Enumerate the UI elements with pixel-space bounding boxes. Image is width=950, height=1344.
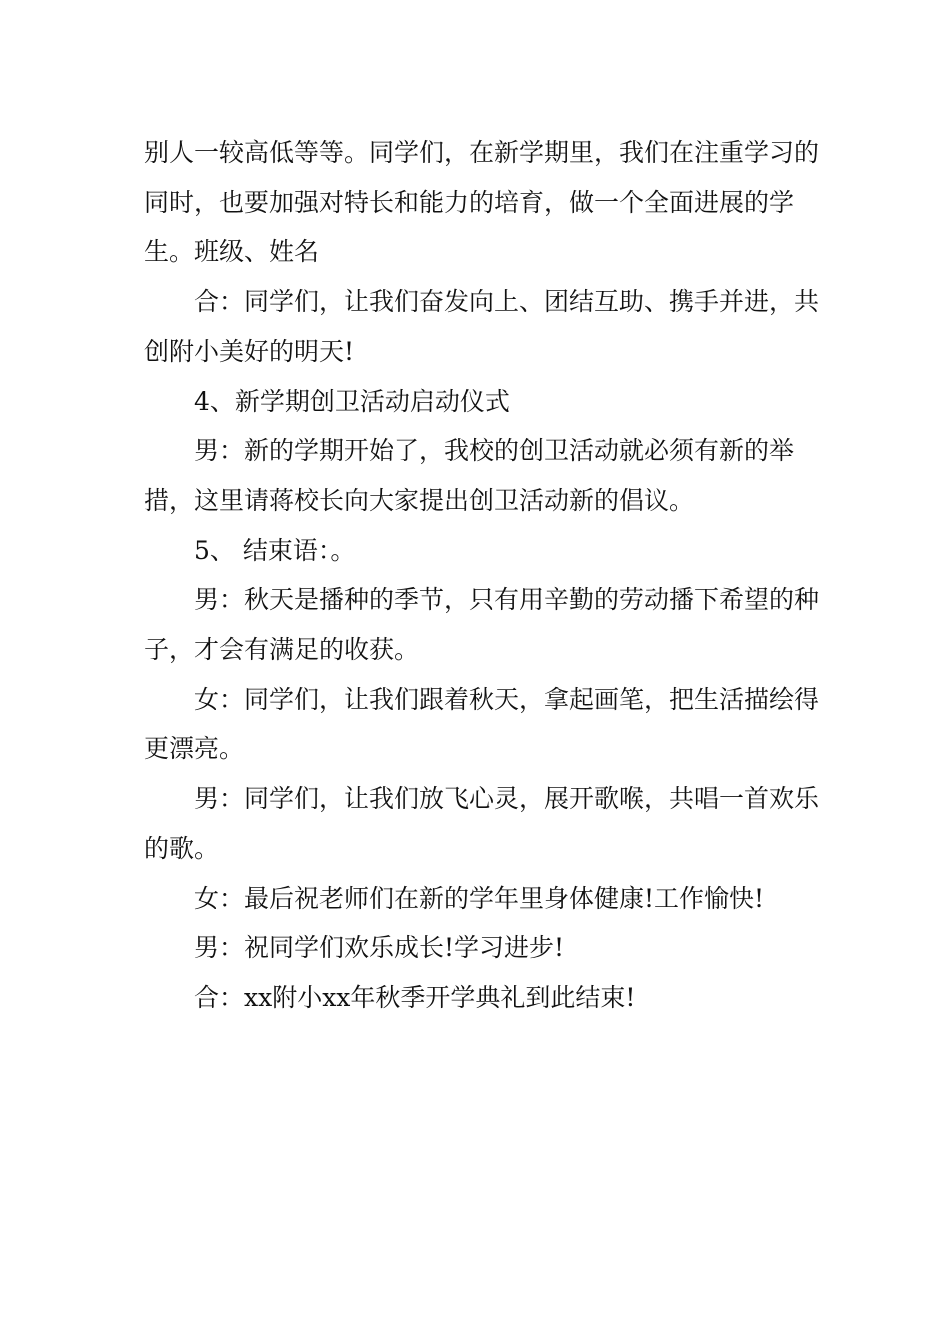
paragraph-female-wishes: 女：最后祝老师们在新的学年里身体健康!工作愉快! [194,883,765,913]
paragraph-male-sing: 男：同学们，让我们放飞心灵，展开歌喉，共唱一首欢乐的歌。 [144,784,820,863]
paragraph-male-speech: 男：新的学期开始了，我校的创卫活动就必须有新的举措，这里请蒋校长向大家提出创卫活动新的倡议。 [144,436,795,515]
paragraph-male-autumn: 男：秋天是播种的季节，只有用辛勤的劳动播下希望的种子，才会有满足的收获。 [144,585,820,665]
paragraph-chorus-closing: 合：同学们，让我们奋发向上、团结互助、携手并进，共创附小美好的明天! [144,287,820,366]
paragraph-continuation: 别人一较高低等等。同学们，在新学期里，我们在注重学习的同时，也要加强对特长和能力的培育，做一个全面进展的学生。班级、姓名 [144,138,820,267]
paragraph-female-paint: 女：同学们，让我们跟着秋天，拿起画笔，把生活描绘得更漂亮。 [144,684,820,764]
section-heading-5: 5、 结束语：。 [194,535,356,565]
section-heading-4: 4、新学期创卫活动启动仪式 [194,386,510,416]
document-body [144,128,824,1023]
paragraph-chorus-end: 合：xx附小xx年秋季开学典礼到此结束! [194,982,636,1012]
paragraph-male-wishes: 男：祝同学们欢乐成长!学习进步! [194,933,565,963]
